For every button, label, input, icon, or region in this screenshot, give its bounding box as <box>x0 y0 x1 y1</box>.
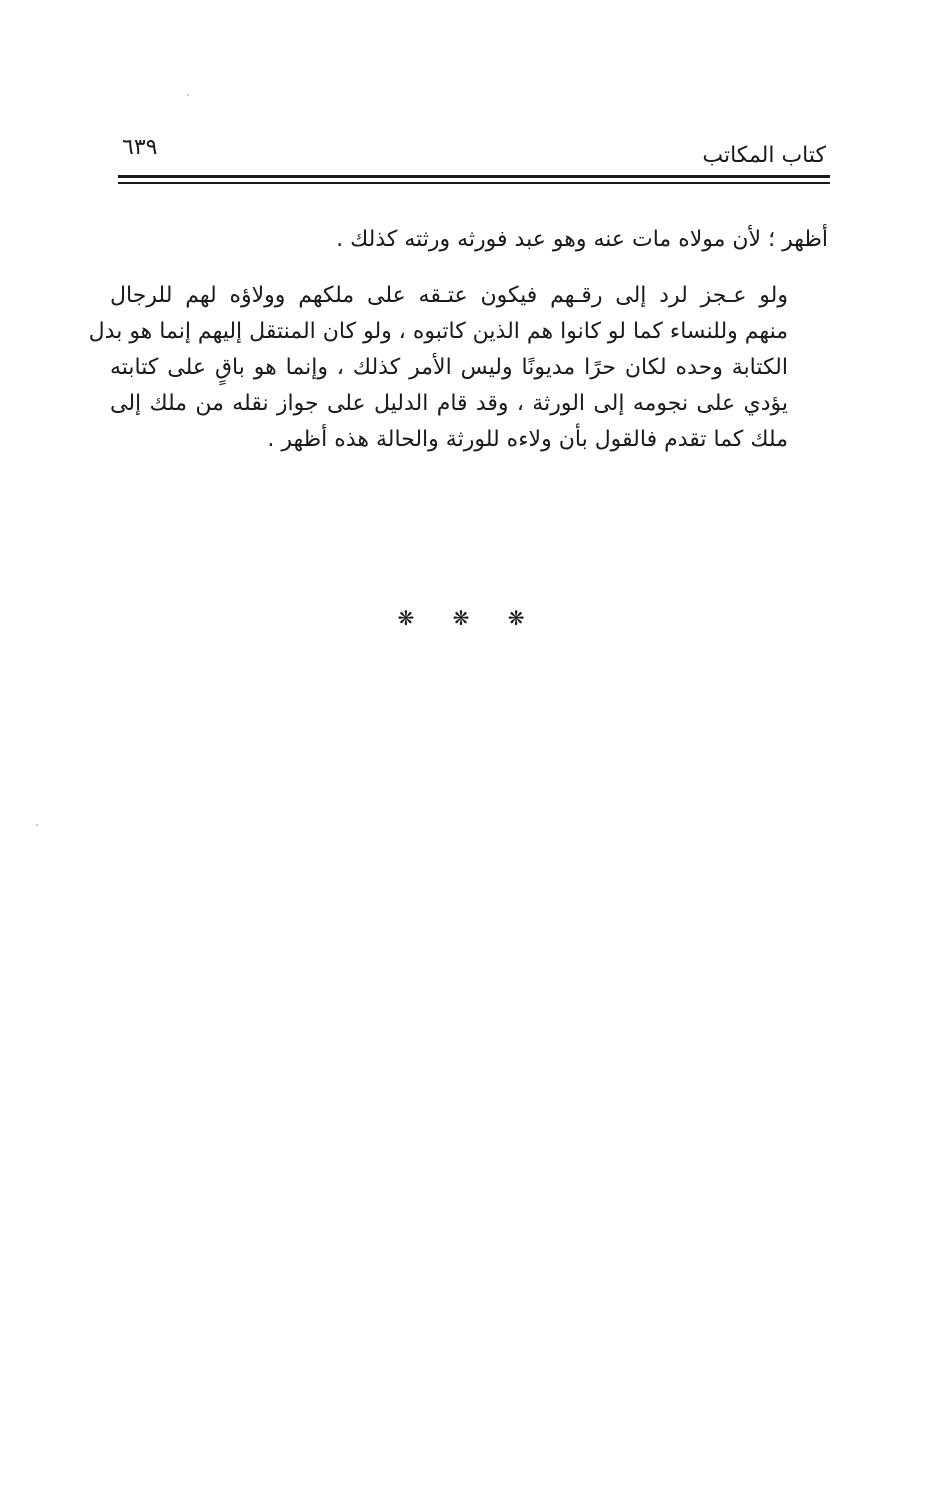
page-number: ٦٣٩ <box>122 135 158 160</box>
text-line: أظهر ؛ لأن مولاه مات عنه وهو عبد فورثه ورثته كذلك . <box>336 227 828 252</box>
paragraph-1 <box>110 222 828 258</box>
text-line: ولو عـجز لرد إلى رقـهم فيكون عتـقه على ملكهم وولاؤه لهم للرجال <box>110 283 788 308</box>
paragraph-2 <box>88 278 828 458</box>
body-text <box>88 222 828 458</box>
text-line: منهم وللنساء كما لو كانوا هم الذين كاتبوه ، ولو كان المنتقل إليهم إنما هو بدل <box>88 319 788 344</box>
header-rule-thick <box>118 175 830 178</box>
header-rule-thin <box>118 182 830 184</box>
scan-speck <box>36 824 38 826</box>
scan-speck <box>187 94 189 96</box>
section-separator-stars: ❋ ❋ ❋ <box>397 606 541 630</box>
chapter-title: كتاب المكاتب <box>702 143 826 168</box>
running-header <box>118 132 830 172</box>
text-line: يؤدي على نجومه إلى الورثة ، وقد قام الدليل على جواز نقله من ملك إلى <box>110 391 788 416</box>
text-line: ملك كما تقدم فالقول بأن ولاءه للورثة والحالة هذه أظهر . <box>267 427 788 452</box>
text-line: الكتابة وحده لكان حرًا مديونًا وليس الأمر كذلك ، وإنما هو باقٍ على كتابته <box>110 355 788 380</box>
